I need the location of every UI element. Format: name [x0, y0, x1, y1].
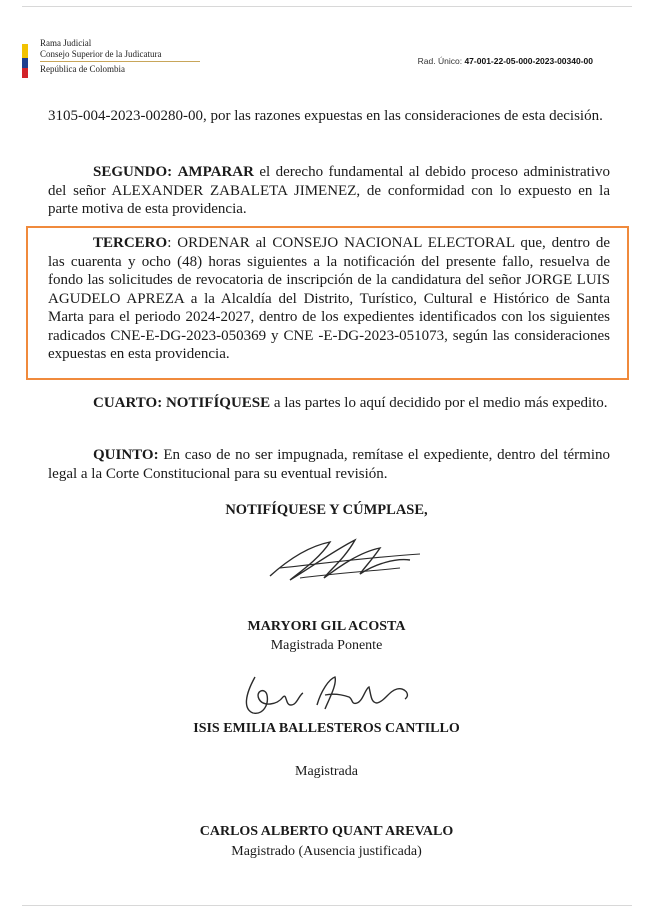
signatory-3-role: Magistrado (Ausencia justificada): [231, 844, 422, 859]
radicado-reference: [418, 56, 593, 66]
institution-logo-text: [40, 38, 200, 75]
org-line-2: Consejo Superior de la Judicatura: [40, 49, 162, 59]
closing-formula: NOTIFÍQUESE Y CÚMPLASE,: [225, 502, 428, 518]
radicado-number: 47-001-22-05-000-2023-00340-00: [464, 56, 593, 66]
quinto-label: QUINTO:: [93, 447, 159, 463]
cuarto-action: NOTIFÍQUESE: [165, 395, 271, 411]
continuation-paragraph: [48, 107, 610, 126]
org-line-3: República de Colombia: [40, 64, 125, 74]
segundo-action: AMPARAR: [177, 164, 254, 180]
cuarto-text: a las partes lo aquí decidido por el medio más expedito.: [270, 395, 608, 411]
signatory-2-name: ISIS EMILIA BALLESTEROS CANTILLO: [193, 721, 460, 736]
quinto-paragraph: [48, 446, 610, 483]
tercero-text: : ORDENAR al CONSEJO NACIONAL ELECTORAL que, dentro de las cuarenta y ocho (48) horas siguientes a la notificación del presente fallo, resuelva de fondo las solicitudes de revocatoria de inscripción de la candidatura del señor JORGE LUIS AGUDELO APREZA a la Alcaldía del Distrito, Turístico, Cultural e Histórico de Santa Marta para el periodo 2024-2027, dentro de los expedientes identificados con los siguientes radicados CNE-E-DG-2023-050369 y CNE -E-DG-2023-051073, según las consideraciones expuestas en esta providencia.: [48, 235, 610, 362]
tercero-paragraph: [48, 234, 610, 364]
page-header: [0, 30, 653, 90]
segundo-text: el derecho fundamental al debido proceso administrativo del señor ALEXANDER ZABALETA JIMENEZ, de conformidad con lo expuesto en la parte motiva de esta providencia.: [48, 164, 611, 217]
continuation-text: 3105-004-2023-00280-00, por las razones expuestas en las consideraciones de esta decisión.: [48, 108, 603, 124]
cuarto-label: CUARTO:: [93, 395, 163, 411]
quinto-text: En caso de no ser impugnada, remítase el expediente, dentro del término legal a la Corte Constitucional para su eventual revisión.: [48, 447, 610, 482]
org-line-1: Rama Judicial: [40, 38, 92, 48]
segundo-label: SEGUNDO:: [93, 164, 173, 180]
flag-stripe-logo: [22, 44, 28, 78]
logo-divider: [40, 61, 200, 62]
bottom-rule: [22, 905, 632, 906]
segundo-paragraph: [48, 163, 610, 219]
signature-maryori: [260, 528, 430, 590]
tercero-label: TERCERO: [93, 235, 168, 251]
radicado-label: Rad. Único:: [417, 56, 463, 66]
signatory-1-role: Magistrada Ponente: [270, 638, 383, 653]
signatory-2-role: Magistrada: [295, 764, 358, 779]
signature-isis: [225, 665, 425, 725]
signatory-3-name: CARLOS ALBERTO QUANT AREVALO: [199, 824, 454, 839]
cuarto-paragraph: [48, 394, 610, 413]
top-rule: [22, 6, 632, 7]
signatory-1-name: MARYORI GIL ACOSTA: [247, 619, 406, 634]
